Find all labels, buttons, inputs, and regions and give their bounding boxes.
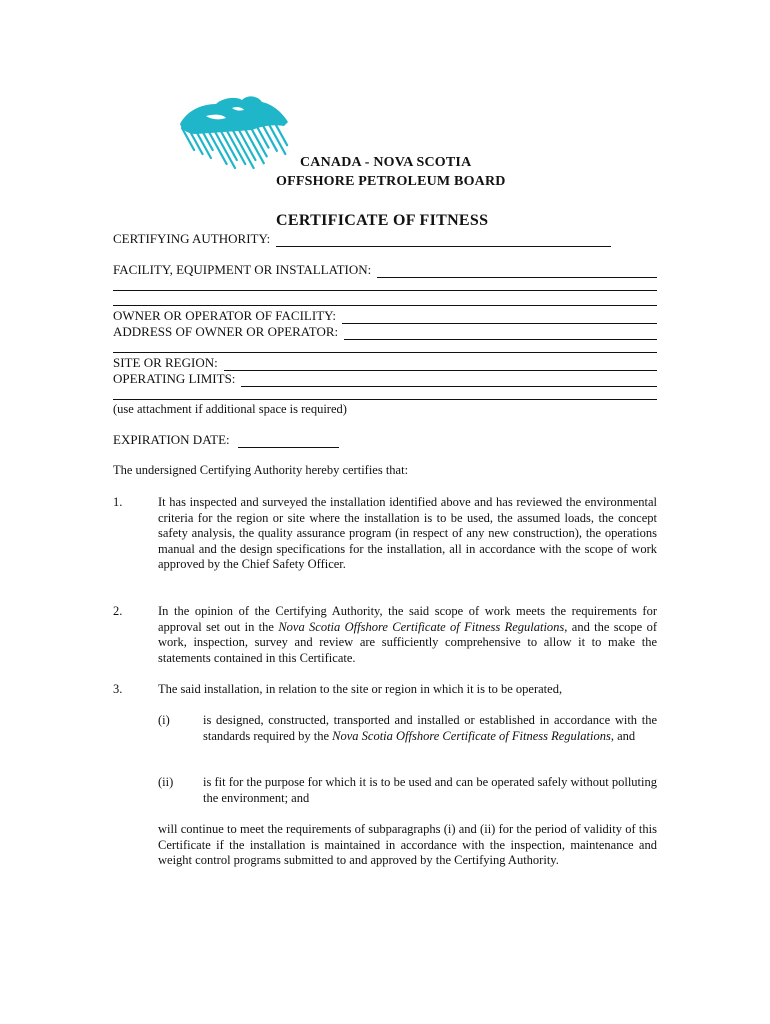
operating-limits-field	[113, 371, 657, 387]
owner-address-label: ADDRESS OF OWNER OR OPERATOR:	[113, 324, 339, 339]
item-1-text: It has inspected and surveyed the installation identified above and has reviewed the environmental criteria for the region or site where the installation is to be used, the assumed loads, the concept safety analysis, the quality assurance program (in respect of any new construction), the operations manual and the design specifications for the installation, all in accordance with the scope of work approved by the Chief Safety Officer.	[158, 495, 657, 572]
facility-blank[interactable]	[377, 265, 657, 278]
logo-streak	[256, 126, 268, 148]
attachment-note: (use attachment if additional space is required)	[113, 402, 347, 416]
owner-operator-blank[interactable]	[342, 311, 657, 324]
site-region-blank[interactable]	[224, 358, 657, 371]
certifying-authority-blank[interactable]	[276, 234, 611, 247]
operating-limits-blank[interactable]	[241, 374, 657, 387]
facility-blank-line-3[interactable]	[113, 305, 657, 306]
subitem-ii-number: (ii)	[158, 775, 174, 789]
certifying-authority-field	[113, 231, 611, 247]
operating-limits-label: OPERATING LIMITS:	[113, 371, 236, 386]
item-3-number: 3.	[113, 682, 123, 696]
site-region-field	[113, 355, 657, 371]
facility-label: FACILITY, EQUIPMENT OR INSTALLATION:	[113, 262, 372, 277]
owner-address-blank[interactable]	[344, 327, 657, 340]
item-2-text: In the opinion of the Certifying Authority, the said scope of work meets the requirements for approval set out in the Nova Scotia Offshore Certificate of Fitness Regulations, and the scope of work, inspection, survey and review are sufficiently comprehensive to allow it to make the statements contained in this Certificate.	[158, 604, 657, 665]
owner-operator-field	[113, 308, 657, 324]
document-title: CERTIFICATE OF FITNESS	[276, 212, 489, 229]
expiration-date-label: EXPIRATION DATE:	[113, 432, 230, 447]
site-region-label: SITE OR REGION:	[113, 355, 218, 370]
certifying-authority-label: CERTIFYING AUTHORITY:	[113, 231, 271, 246]
expiration-date-field	[113, 432, 339, 448]
logo-streak	[275, 123, 287, 145]
logo-streak	[213, 128, 235, 168]
expiration-date-blank[interactable]	[238, 435, 339, 448]
item-2-number: 2.	[113, 604, 123, 618]
subitem-ii-text: is fit for the purpose for which it is to be used and can be operated safely without polluting the environment; and	[203, 775, 657, 805]
owner-address-blank-line-2[interactable]	[113, 352, 657, 353]
cnsopb-logo	[176, 94, 300, 172]
subitem-i-number: (i)	[158, 713, 170, 727]
facility-field	[113, 262, 657, 278]
org-name-line1: CANADA - NOVA SCOTIA	[300, 155, 472, 170]
item-1-number: 1.	[113, 495, 123, 509]
certification-intro: The undersigned Certifying Authority hereby certifies that:	[113, 463, 409, 477]
logo-streak	[232, 128, 254, 168]
logo-streak	[263, 125, 277, 151]
closing-paragraph: will continue to meet the requirements of subparagraphs (i) and (ii) for the period of validity of this Certificate if the installation is maintained in accordance with the inspection, maintenance and weight control programs submitted to and approved by the Certifying Authority.	[158, 822, 657, 868]
subitem-i-text: is designed, constructed, transported and installed or established in accordance with the standards required by the Nova Scotia Offshore Certificate of Fitness Regulations, and	[203, 713, 657, 743]
operating-limits-blank-line-2[interactable]	[113, 399, 657, 400]
facility-blank-line-2[interactable]	[113, 290, 657, 291]
org-name-line2: OFFSHORE PETROLEUM BOARD	[276, 174, 506, 189]
item-3-text: The said installation, in relation to the site or region in which it is to be operated,	[158, 682, 563, 696]
owner-operator-label: OWNER OR OPERATOR OF FACILITY:	[113, 308, 336, 323]
owner-address-field	[113, 324, 657, 340]
